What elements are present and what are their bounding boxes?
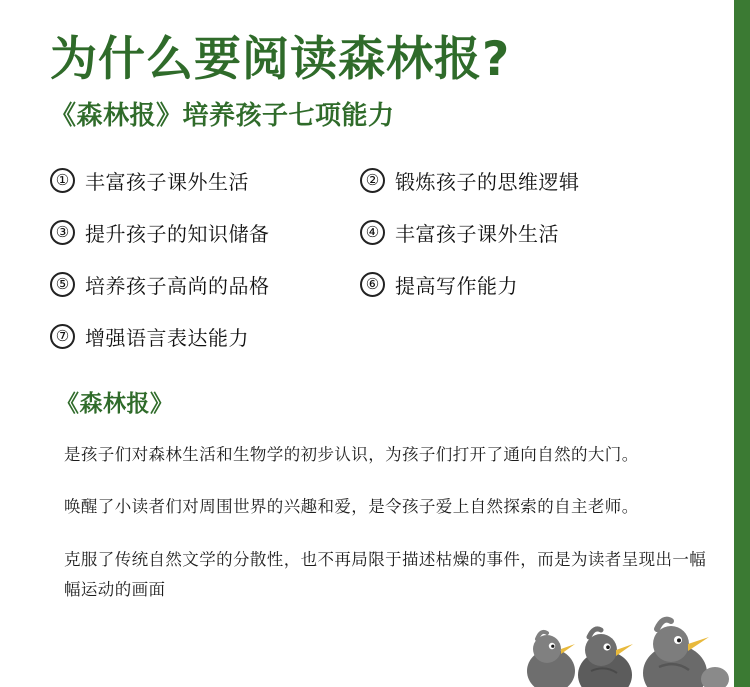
list-item [50,166,360,195]
bird-middle-icon [578,629,633,687]
list-item-label: 增强语言表达能力 [85,325,249,350]
paragraph: 是孩子们对森林生活和生物学的初步认识，为孩子们打开了通向自然的大门。 [64,444,639,464]
abilities-list [50,166,710,351]
document-content [50,34,710,606]
list-item [360,270,670,299]
page-title: 为什么要阅读森林报? [50,32,511,87]
paragraph: 唤醒了小读者们对周围世界的兴趣和爱，是令孩子爱上自然探索的自主老师。 [64,497,639,517]
circled-number-icon: ⑤ [50,272,75,297]
circled-number-icon: ⑦ [50,324,75,349]
list-item-label: 提高写作能力 [395,273,518,298]
description-paragraphs [64,440,710,606]
list-item-label: 提升孩子的知识储备 [85,221,270,246]
bird-left-icon [527,632,575,687]
list-item-label: 锻炼孩子的思维逻辑 [395,169,580,194]
circled-number-icon: ② [360,168,385,193]
circled-number-icon: ① [50,168,75,193]
list-item [360,218,670,247]
circled-number-icon: ③ [50,220,75,245]
list-item [50,322,360,351]
list-item-label: 丰富孩子课外生活 [395,221,559,246]
birds-illustration [519,609,734,687]
paragraph: 克服了传统自然文学的分散性，也不再局限于描述枯燥的事件，而是为读者呈现出一幅幅运动的画面 [64,549,707,600]
page-subtitle: 《森林报》培养孩子七项能力 [50,100,395,131]
circled-number-icon: ⑥ [360,272,385,297]
list-item-label: 丰富孩子课外生活 [85,169,249,194]
circled-number-icon: ④ [360,220,385,245]
list-item [50,218,360,247]
section-heading: 《森林报》 [56,390,174,417]
right-edge-green-bar [734,0,750,687]
list-item [360,166,670,195]
bird-right-icon [643,620,729,687]
list-item-label: 培养孩子高尚的品格 [85,273,270,298]
list-item [50,270,360,299]
